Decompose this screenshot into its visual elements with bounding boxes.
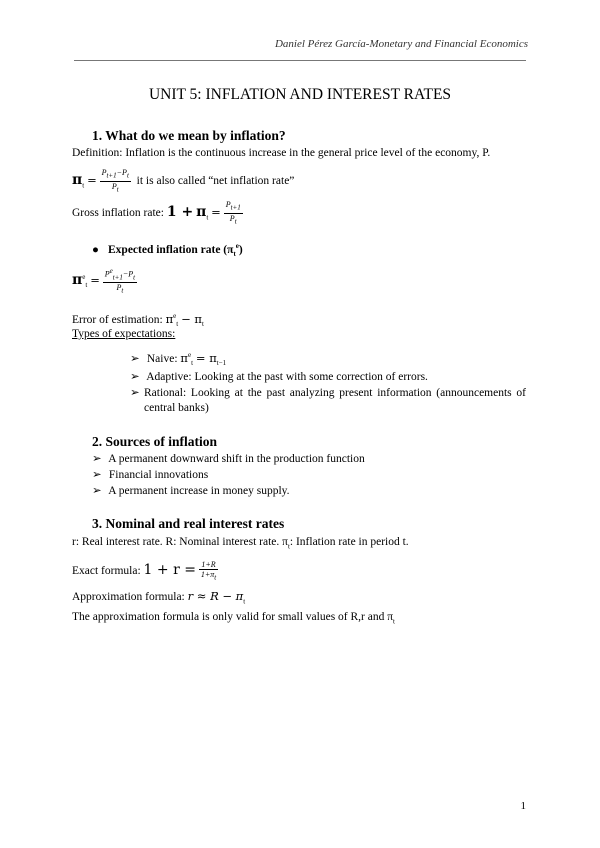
error-minus: − π (181, 311, 202, 326)
gross-label: Gross inflation rate: (72, 207, 164, 219)
interest-rate-definitions (72, 535, 409, 554)
exact-label: Exact formula: (72, 565, 141, 577)
arrow-bullet-icon: ➢ (92, 485, 102, 497)
naive-equals: = π (195, 350, 217, 365)
superscript: e (187, 351, 192, 359)
sources-item (92, 452, 365, 467)
frac-p: P (116, 283, 122, 293)
subscript: t (116, 185, 119, 194)
frac-p: P (104, 269, 110, 279)
subscript: t (121, 286, 124, 295)
types-label: Types of expectations: (72, 328, 176, 340)
arrow-bullet-icon: ➢ (130, 352, 140, 365)
fraction (100, 168, 131, 194)
bullet-icon: ● (92, 243, 99, 256)
expected-inflation-formula (72, 262, 137, 300)
arrow-bullet-icon: ➢ (92, 453, 102, 465)
gross-one: 1 + (166, 204, 194, 220)
definition-text: Definition: Inflation is the continuous increase in the general price level of the economy, P. (72, 147, 491, 159)
subscript: t (206, 213, 209, 222)
subscript: t+1 (230, 203, 241, 212)
subscript: t (85, 281, 88, 290)
approx-expression: r ≈ R − π (187, 589, 244, 603)
equals-sign: = (87, 173, 97, 187)
subscript: t (126, 171, 129, 180)
header-rule (74, 60, 526, 61)
naive-item (130, 348, 226, 371)
subscript: t (243, 597, 246, 606)
subscript: t (191, 359, 194, 368)
frac-minus: −P (116, 168, 127, 178)
subscript: t (176, 320, 179, 329)
subscript: t (133, 273, 136, 282)
approximation-line (72, 589, 245, 609)
intro-text-a: r: Real interest rate. R: Nominal interest rate. π (72, 536, 288, 548)
sources-item (92, 468, 208, 483)
error-label: Error of estimation: (72, 313, 163, 326)
gross-inflation-line (72, 198, 243, 231)
superscript: e (173, 312, 177, 320)
frac-minus: −P (122, 269, 134, 279)
pi-symbol: π (180, 350, 188, 365)
sources-item-text: A permanent downward shift in the production function (108, 453, 365, 465)
arrow-bullet-icon: ➢ (92, 469, 102, 481)
arrow-bullet-icon: ➢ (130, 387, 140, 399)
exact-denominator: 1+π (200, 570, 215, 580)
subscript: t (201, 320, 204, 329)
naive-label: Naive: (146, 352, 178, 365)
fraction (224, 200, 243, 226)
validity-text: The approximation formula is only valid for small values of R,r and π (72, 611, 394, 623)
fraction (199, 560, 218, 583)
rational-text: Rational: Looking at the past analyzing present information (announcements of central banks) (144, 387, 526, 414)
arrow-bullet-icon: ➢ (130, 371, 140, 383)
pi-symbol: π (72, 172, 83, 188)
page-number: 1 (520, 800, 526, 812)
superscript: e (82, 273, 86, 281)
superscript: e (109, 266, 113, 275)
adaptive-text: Adaptive: Looking at the past with some correction of errors. (146, 371, 428, 383)
equals-sign: = (90, 272, 100, 287)
subscript: t (233, 250, 236, 259)
exact-formula-line (72, 556, 218, 585)
superscript: e (235, 242, 239, 250)
frac-p: P (101, 168, 107, 178)
subscript: t (234, 217, 237, 226)
pi-symbol: π (165, 311, 174, 326)
pi-symbol: π (196, 204, 207, 220)
approx-label: Approximation formula: (72, 591, 185, 603)
subscript: t+1 (112, 273, 123, 282)
intro-text-b: : Inflation rate in period t. (289, 536, 409, 548)
subscript: t (214, 573, 217, 582)
section-3-heading: 3. Nominal and real interest rates (92, 516, 285, 531)
sources-item-text: Financial innovations (108, 469, 209, 481)
page-title: UNIT 5: INFLATION AND INTEREST RATES (148, 86, 452, 103)
subscript: t (393, 617, 395, 626)
adaptive-item (130, 370, 428, 385)
subscript: t−1 (216, 359, 227, 368)
validity-note (72, 610, 395, 629)
section-1-heading: 1. What do we mean by inflation? (92, 128, 286, 143)
exact-numerator: 1+R (201, 560, 216, 570)
fraction (103, 267, 137, 296)
frac-p: P (225, 200, 231, 210)
inflation-formula (72, 166, 294, 199)
subscript: t (82, 181, 85, 190)
running-header: Daniel Pérez García-Monetary and Financial Economics (274, 38, 528, 50)
frac-p: P (229, 213, 235, 223)
sources-item-text: A permanent increase in money supply. (108, 485, 290, 497)
sources-item (92, 484, 290, 499)
expected-inflation-heading (92, 239, 243, 262)
exact-lhs: 1 + r = (143, 562, 196, 578)
expected-heading-text: Expected inflation rate (π (108, 243, 234, 256)
rational-item (130, 386, 526, 416)
frac-p: P (111, 181, 117, 191)
subscript: t+1 (106, 171, 117, 180)
pi-symbol: π (72, 271, 83, 288)
subscript: t (287, 542, 290, 551)
net-inflation-note: it is also called “net inflation rate” (136, 175, 295, 187)
section-2-heading: 2. Sources of inflation (92, 434, 218, 449)
equals-sign: = (211, 205, 221, 219)
expected-heading-close: ) (238, 243, 243, 256)
